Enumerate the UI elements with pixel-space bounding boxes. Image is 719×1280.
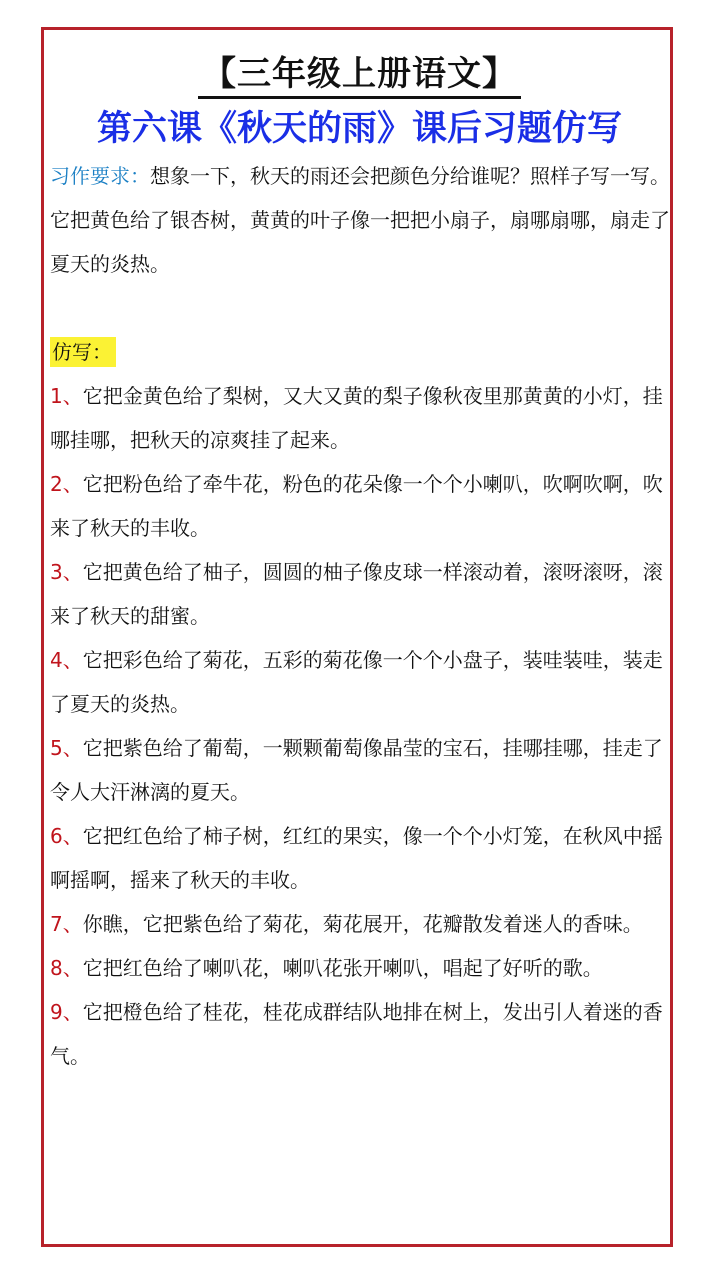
item-text: 你瞧，它把紫色给了菊花，菊花展开，花瓣散发着迷人的香味。 <box>82 912 643 936</box>
list-item <box>50 946 670 990</box>
list-item <box>50 550 670 638</box>
imitation-heading-line <box>50 330 670 374</box>
item-text: 它把粉色给了牵牛花，粉色的花朵像一个个小喇叭，吹啊吹啊，吹来了秋天的丰收。 <box>50 472 663 540</box>
list-item <box>50 990 670 1078</box>
item-text: 它把红色给了柿子树，红红的果实，像一个个小灯笼，在秋风中摇啊摇啊，摇来了秋天的丰收。 <box>50 824 663 892</box>
list-item <box>50 902 670 946</box>
item-number: 6、 <box>50 824 83 848</box>
requirement-label: 习作要求： <box>50 164 150 188</box>
content-body <box>50 154 670 1078</box>
list-item <box>50 814 670 902</box>
item-number: 8、 <box>50 956 83 980</box>
item-text: 它把紫色给了葡萄，一颗颗葡萄像晶莹的宝石，挂哪挂哪，挂走了令人大汗淋漓的夏天。 <box>50 736 663 804</box>
imitation-label: 仿写： <box>50 337 116 367</box>
example-paragraph: 它把黄色给了银杏树，黄黄的叶子像一把把小扇子，扇哪扇哪，扇走了夏天的炎热。 <box>50 208 670 276</box>
item-text: 它把黄色给了柚子，圆圆的柚子像皮球一样滚动着，滚呀滚呀，滚来了秋天的甜蜜。 <box>50 560 663 628</box>
header <box>0 52 719 99</box>
list-item <box>50 726 670 814</box>
list-item <box>50 374 670 462</box>
item-text: 它把金黄色给了梨树，又大又黄的梨子像秋夜里那黄黄的小灯，挂哪挂哪，把秋天的凉爽挂了起来。 <box>50 384 663 452</box>
item-number: 7、 <box>50 912 83 936</box>
list-item <box>50 638 670 726</box>
item-number: 5、 <box>50 736 83 760</box>
spacer <box>50 286 670 330</box>
page-title: 【三年级上册语文】 <box>198 52 521 99</box>
item-number: 1、 <box>50 384 83 408</box>
item-number: 3、 <box>50 560 83 584</box>
requirement-paragraph <box>50 154 670 198</box>
list-item <box>50 462 670 550</box>
item-text: 它把橙色给了桂花，桂花成群结队地排在树上，发出引人着迷的香气。 <box>50 1000 663 1068</box>
item-number: 2、 <box>50 472 83 496</box>
requirement-text: 想象一下，秋天的雨还会把颜色分给谁呢？照样子写一写。 <box>150 164 670 188</box>
item-number: 9、 <box>50 1000 83 1024</box>
item-text: 它把彩色给了菊花，五彩的菊花像一个个小盘子，装哇装哇，装走了夏天的炎热。 <box>50 648 663 716</box>
item-text: 它把红色给了喇叭花，喇叭花张开喇叭，唱起了好听的歌。 <box>82 956 603 980</box>
item-number: 4、 <box>50 648 83 672</box>
lesson-subtitle: 第六课《秋天的雨》课后习题仿写 <box>96 109 622 149</box>
